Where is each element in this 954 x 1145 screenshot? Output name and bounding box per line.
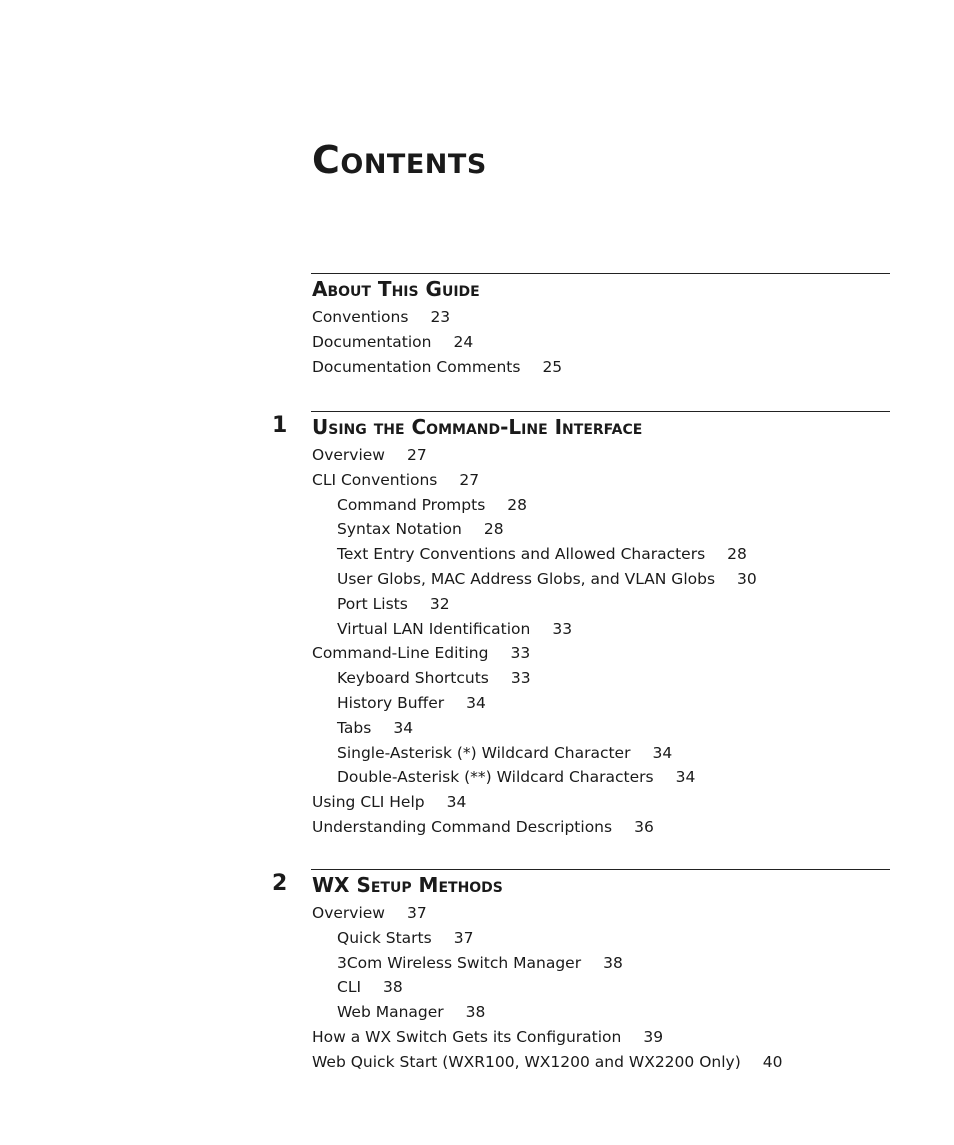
toc-entry-label: Text Entry Conventions and Allowed Characters [337,545,706,564]
toc-entry-page: 24 [453,332,474,351]
section-divider [311,411,890,412]
toc-entry-label: 3Com Wireless Switch Manager [337,953,582,972]
toc-entry-page: 34 [466,694,486,712]
toc-entry-label: Virtual LAN Identification [337,619,531,638]
toc-entry[interactable] [337,517,504,542]
toc-entry[interactable] [337,493,527,518]
toc-entry-label: Tabs [337,718,372,737]
toc-entry[interactable] [312,305,450,330]
toc-entry-page: 39 [643,1028,664,1046]
toc-entry-page: 33 [510,669,531,688]
toc-entry-label: Using CLI Help [312,793,425,812]
toc-entry-page: 34 [393,718,414,737]
toc-entry[interactable] [337,926,473,951]
toc-entry-label: Web Manager [337,1003,444,1022]
toc-entry-page: 36 [634,818,654,836]
toc-entry-page: 34 [675,768,696,787]
toc-entry-label: How a WX Switch Gets its Configuration [312,1028,622,1046]
toc-entry[interactable] [312,790,466,815]
toc-entry-page: 34 [446,793,467,812]
toc-entry-page: 33 [552,619,573,638]
toc-entry-label: Syntax Notation [337,520,462,539]
section-number: 1 [272,413,288,438]
toc-entry-label: Double-Asterisk (**) Wildcard Characters [337,768,654,787]
toc-entry-page: 37 [453,928,474,947]
toc-entry-label: Documentation Comments [312,357,521,376]
toc-entry[interactable] [337,666,531,691]
toc-entry-page: 28 [507,495,528,514]
toc-entry-label: Conventions [312,308,409,326]
toc-entry-page: 38 [603,953,623,972]
toc-entry-page: 28 [483,520,504,539]
toc-entry[interactable] [312,641,530,666]
toc-entry-page: 38 [465,1003,486,1022]
toc-entry-page: 30 [737,570,757,588]
section-divider [311,869,890,870]
toc-entry[interactable] [312,330,473,355]
toc-entry-label: Understanding Command Descriptions [312,818,613,836]
section-number: 2 [272,871,288,896]
toc-entry[interactable] [312,1025,663,1050]
toc-entry[interactable] [312,443,427,468]
toc-entry-label: User Globs, MAC Address Globs, and VLAN Globs [337,570,716,588]
toc-entry[interactable] [337,567,757,592]
toc-entry[interactable] [337,741,672,766]
toc-entry[interactable] [312,815,654,840]
toc-entry[interactable] [337,975,403,1000]
toc-entry-page: 40 [762,1052,783,1071]
toc-entry[interactable] [312,468,479,493]
toc-entry-label: Command Prompts [337,495,486,514]
toc-entry[interactable] [337,542,747,567]
toc-entry-label: Web Quick Start (WXR100, WX1200 and WX2200 Only) [312,1052,741,1071]
section-divider [311,273,890,274]
toc-entry[interactable] [337,716,413,741]
toc-entry[interactable] [312,355,562,380]
toc-entry-page: 27 [459,470,480,489]
toc-entry[interactable] [337,617,572,642]
toc-entry[interactable] [312,901,427,926]
toc-entry-page: 33 [510,644,531,663]
toc-entry[interactable] [337,691,486,716]
toc-entry[interactable] [337,765,695,790]
toc-entry-page: 23 [430,308,451,326]
toc-entry[interactable] [337,951,623,976]
toc-entry-label: Overview [312,446,385,464]
toc-entry-label: Single-Asterisk (*) Wildcard Character [337,743,631,762]
toc-entry-label: CLI [337,978,362,997]
toc-entry-page: 37 [406,904,427,922]
toc-entry-page: 25 [542,357,563,376]
section-title: About This Guide [312,277,480,301]
toc-entry-label: Quick Starts [337,928,432,947]
toc-entry[interactable] [312,1050,782,1075]
toc-entry-label: Port Lists [337,594,408,613]
toc-entry-page: 38 [383,978,403,997]
section-title: WX Setup Methods [312,873,503,897]
toc-entry[interactable] [337,1000,485,1025]
toc-entry-label: History Buffer [337,694,445,712]
page-title: Contents [312,138,487,182]
section-title: Using the Command-Line Interface [312,415,643,439]
toc-entry-page: 28 [727,545,747,564]
toc-entry-label: Command-Line Editing [312,644,489,663]
toc-entry-label: Documentation [312,332,432,351]
toc-entry-label: Keyboard Shortcuts [337,669,489,688]
toc-entry[interactable] [337,592,450,617]
toc-entry-page: 32 [429,594,450,613]
toc-entry-label: CLI Conventions [312,470,438,489]
toc-entry-label: Overview [312,904,385,922]
toc-entry-page: 27 [406,446,427,464]
toc-entry-page: 34 [652,743,673,762]
